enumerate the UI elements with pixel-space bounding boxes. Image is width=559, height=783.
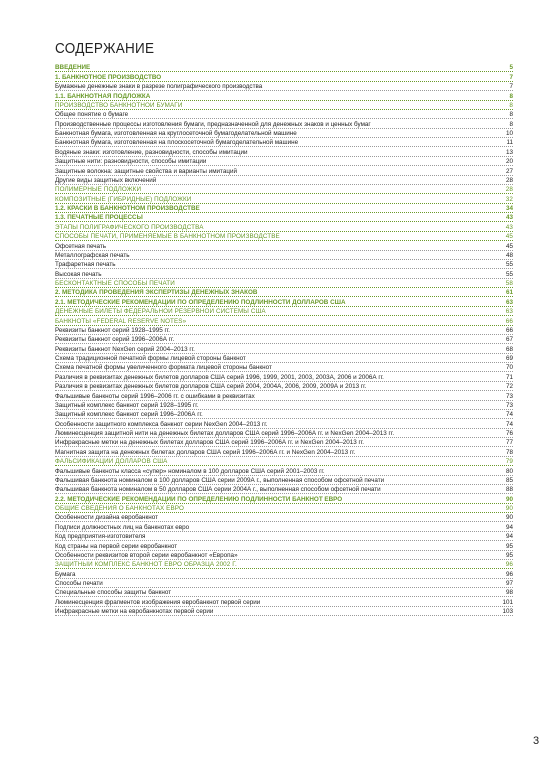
toc-entry-title: Банкнотная бумага, изготовленная на плоскосеточной бумагоделательной машине (55, 139, 299, 147)
toc-entry-page: 32 (505, 195, 513, 203)
toc-entry-title: ЗАЩИТНЫЙ КОМПЛЕКС БАНКНОТ ЕВРО ОБРАЗЦА 2002 Г. (55, 561, 237, 569)
page-number: 3 (533, 735, 540, 747)
toc-entry-page: 5 (509, 64, 513, 72)
toc-entry-page: 95 (505, 551, 513, 559)
table-of-contents (55, 63, 513, 616)
toc-entry[interactable] (55, 438, 513, 447)
toc-entry[interactable] (55, 363, 513, 372)
toc-entry-page: 28 (505, 176, 513, 184)
toc-entry-title: 2. МЕТОДИКА ПРОВЕДЕНИЯ ЭКСПЕРТИЗЫ ДЕНЕЖНЫХ ЗНАКОВ (55, 289, 258, 297)
toc-entry-title: Специальные способы защиты банкнот (55, 589, 172, 597)
toc-entry-title: 1.1. БАНКНОТНАЯ ПОДЛОЖКА (55, 92, 151, 100)
toc-entry-title: Различия в реквизитах денежных билетов долларов США серий 1996, 1999, 2001, 2003, 2003А, 2006 и 2006А гг. (55, 373, 384, 381)
toc-entry[interactable] (55, 457, 513, 466)
toc-entry[interactable] (55, 429, 513, 438)
toc-entry-page: 8 (509, 92, 513, 100)
toc-entry[interactable] (55, 91, 513, 100)
toc-entry[interactable] (55, 485, 513, 494)
toc-entry-page: 96 (505, 561, 513, 569)
toc-entry[interactable] (55, 504, 513, 513)
toc-entry-page: 66 (505, 326, 513, 334)
toc-entry-title: Фальшивые банкноты серий 1996–2006 гг. с ошибками в реквизитах (55, 392, 255, 400)
toc-entry[interactable] (55, 213, 513, 222)
toc-entry-title: Люминесценция фрагментов изображения евробанкнот первой серии (55, 598, 261, 606)
toc-entry-title: Общее понятие о бумаге (55, 111, 129, 119)
toc-entry-page: 70 (505, 364, 513, 372)
toc-entry-page: 61 (505, 289, 513, 297)
toc-entry-page: 66 (505, 317, 513, 325)
toc-entry[interactable] (55, 138, 513, 147)
toc-entry[interactable] (55, 607, 513, 616)
toc-entry-page: 76 (505, 430, 513, 437)
toc-entry[interactable] (55, 513, 513, 522)
toc-entry-title: 2.1. МЕТОДИЧЕСКИЕ РЕКОМЕНДАЦИИ ПО ОПРЕДЕЛЕНИЮ ПОДЛИННОСТИ ДОЛЛАРОВ США (55, 298, 346, 306)
toc-entry[interactable] (55, 241, 513, 250)
toc-entry-title: Трафаретная печать (55, 261, 116, 269)
toc-entry-page: 13 (505, 148, 513, 156)
toc-entry[interactable] (55, 157, 513, 166)
toc-entry-page: 7 (509, 73, 513, 81)
toc-entry[interactable] (55, 204, 513, 213)
toc-entry-title: БЕСКОНТАКТНЫЕ СПОСОБЫ ПЕЧАТИ (55, 280, 175, 287)
toc-entry-page: 69 (505, 355, 513, 362)
toc-entry[interactable] (55, 316, 513, 325)
toc-entry[interactable] (55, 251, 513, 260)
toc-entry-title: Защитный комплекс банкнот серий 1996–2006А гг. (55, 411, 203, 419)
toc-entry[interactable] (55, 382, 513, 391)
toc-entry-title: Защитный комплекс банкнот серий 1928–1995 гг. (55, 401, 199, 409)
toc-entry-title: ПОЛИМЕРНЫЕ ПОДЛОЖКИ (55, 186, 142, 194)
toc-entry-page: 103 (502, 608, 513, 616)
toc-entry-page: 74 (505, 411, 513, 419)
toc-entry-page: 8 (509, 111, 513, 119)
page-title: СОДЕРЖАНИЕ (55, 40, 155, 57)
toc-entry-title: 1. БАНКНОТНОЕ ПРОИЗВОДСТВО (55, 73, 162, 81)
toc-entry-page: 85 (505, 476, 513, 484)
toc-entry-page: 72 (505, 383, 513, 391)
toc-entry[interactable] (55, 551, 513, 560)
toc-entry-title: Код страны на первой серии евробанкнот (55, 542, 178, 550)
toc-entry[interactable] (55, 82, 513, 91)
toc-entry-page: 77 (505, 439, 513, 447)
toc-entry[interactable] (55, 335, 513, 344)
toc-entry-page: 95 (505, 542, 513, 550)
toc-entry[interactable] (55, 532, 513, 541)
toc-entry-title: Различия в реквизитах денежных билетов долларов США серий 2004, 2004А, 2006, 2009, 2009А и 2013 гг. (55, 383, 367, 391)
toc-entry-page: 8 (509, 101, 513, 109)
toc-entry-title: ДЕНЕЖНЫЕ БИЛЕТЫ ФЕДЕРАЛЬНОЙ РЕЗЕРВНОЙ СИСТЕМЫ США (55, 308, 266, 316)
toc-entry[interactable] (55, 391, 513, 400)
toc-entry-title: Инфракрасные метки на денежных билетах долларов США серий 1996–2006А гг. и NexGen 2004–2013 гг. (55, 439, 365, 447)
toc-entry[interactable] (55, 232, 513, 241)
toc-entry[interactable] (55, 194, 513, 203)
toc-entry-title: Реквизиты банкнот серий 1996–2006А гг. (55, 336, 175, 344)
toc-entry[interactable] (55, 222, 513, 231)
toc-entry-title: 1.3. ПЕЧАТНЫЕ ПРОЦЕССЫ (55, 214, 143, 222)
toc-entry-title: ПРОИЗВОДСТВО БАНКНОТНОЙ БУМАГИ (55, 101, 183, 109)
toc-entry[interactable] (55, 166, 513, 175)
toc-entry-page: 34 (505, 205, 513, 212)
toc-entry-page: 48 (505, 251, 513, 259)
toc-entry-page: 94 (505, 523, 513, 531)
toc-entry[interactable] (55, 176, 513, 185)
toc-entry[interactable] (55, 185, 513, 194)
toc-entry[interactable] (55, 579, 513, 588)
toc-entry-title: Бумажные денежные знаки в разрезе полиграфического производства (55, 83, 263, 91)
toc-entry-page: 98 (505, 589, 513, 597)
toc-entry[interactable] (55, 522, 513, 531)
toc-entry-page: 7 (509, 83, 513, 91)
toc-entry[interactable] (55, 269, 513, 278)
toc-entry-page: 67 (505, 336, 513, 344)
toc-entry-page: 20 (505, 158, 513, 166)
toc-entry-page: 68 (505, 345, 513, 353)
toc-entry[interactable] (55, 119, 513, 128)
toc-entry[interactable] (55, 288, 513, 297)
toc-entry[interactable] (55, 72, 513, 81)
toc-entry-page: 55 (505, 270, 513, 278)
toc-entry-title: БАНКНОТЫ «FEDERAL RESERVE NOTES» (55, 317, 187, 325)
toc-entry-title: 2.2. МЕТОДИЧЕСКИЕ РЕКОМЕНДАЦИИ ПО ОПРЕДЕЛЕНИЮ ПОДЛИННОСТИ БАНКНОТ ЕВРО (55, 495, 343, 503)
toc-entry[interactable] (55, 476, 513, 485)
toc-entry[interactable] (55, 63, 513, 72)
toc-entry-page: 28 (505, 186, 513, 194)
toc-entry-page: 101 (502, 598, 513, 606)
toc-entry-title: Фальшивые банкноты класса «супер» номиналом в 100 долларов США серий 2001–2003 гг. (55, 467, 325, 475)
toc-entry-page: 11 (506, 139, 513, 147)
toc-entry-title: Защитные волокна: защитные свойства и варианты имитаций (55, 167, 238, 175)
toc-entry[interactable] (55, 326, 513, 335)
toc-entry-title: Фальшивая банкнота номиналом в 50 долларов США серии 2004А г., выполненная способом офсетной печати (55, 486, 381, 494)
toc-entry[interactable] (55, 560, 513, 569)
toc-entry-page: 58 (505, 280, 513, 287)
toc-entry-title: Особенности защитного комплекса банкнот серии NexGen 2004–2013 гг. (55, 420, 268, 428)
toc-entry-page: 80 (505, 467, 513, 475)
toc-entry-title: Защитные нити: разновидности, способы имитации (55, 158, 207, 166)
toc-entry-title: Схема печатной формы увеличенного формата лицевой стороны банкнот (55, 364, 272, 372)
toc-entry-title: Высокая печать (55, 270, 102, 278)
toc-entry[interactable] (55, 260, 513, 269)
toc-entry-title: Инфракрасные метки на евробанкнотах первой серии (55, 608, 214, 616)
toc-entry-title: Производственные процессы изготовления бумаги, предназначенной для денежных знаков и ценных бумаг (55, 120, 371, 128)
toc-entry-title: ФАЛЬСИФИКАЦИИ ДОЛЛАРОВ США (55, 458, 168, 466)
toc-entry-title: СПОСОБЫ ПЕЧАТИ, ПРИМЕНЯЕМЫЕ В БАНКНОТНОМ ПРОИЗВОДСТВЕ (55, 233, 280, 241)
toc-entry-title: Люминесценция защитной нити на денежных билетах долларов США серий 1996–2006А гг. и NexGen 2004–2013 гг. (55, 430, 395, 437)
toc-entry-page: 73 (505, 392, 513, 400)
toc-entry-page: 90 (505, 505, 513, 512)
toc-entry-page: 79 (505, 458, 513, 466)
toc-entry[interactable] (55, 401, 513, 410)
toc-entry-page: 97 (505, 580, 513, 587)
toc-entry-page: 8 (509, 120, 513, 128)
toc-entry[interactable] (55, 307, 513, 316)
toc-entry-page: 71 (505, 373, 513, 381)
toc-entry-page: 45 (505, 233, 513, 241)
toc-entry-title: Водяные знаки: изготовление, разновидности, способы имитации (55, 148, 248, 156)
toc-entry-page: 94 (505, 533, 513, 541)
toc-entry[interactable] (55, 597, 513, 606)
toc-entry-page: 27 (505, 167, 513, 175)
toc-entry[interactable] (55, 279, 513, 288)
toc-entry-title: Особенности реквизитов второй серии евробанкнот «Европа» (55, 551, 238, 559)
toc-entry-title: Реквизиты банкнот NexGen серий 2004–2013 гг. (55, 345, 195, 353)
toc-entry-title: ЭТАПЫ ПОЛИГРАФИЧЕСКОГО ПРОИЗВОДСТВА (55, 223, 204, 231)
toc-entry[interactable] (55, 147, 513, 156)
toc-entry-page: 55 (505, 261, 513, 269)
toc-entry-title: Магнитная защита на денежных билетах долларов США серий 1996–2006А гг. и NexGen 2004–2013 гг. (55, 448, 356, 456)
toc-entry-page: 10 (505, 130, 513, 137)
toc-entry[interactable] (55, 447, 513, 456)
toc-entry[interactable] (55, 410, 513, 419)
toc-entry-title: Металлографская печать (55, 251, 130, 259)
toc-entry-page: 45 (505, 242, 513, 250)
toc-entry-page: 63 (505, 298, 513, 306)
toc-entry[interactable] (55, 466, 513, 475)
toc-entry-page: 96 (505, 570, 513, 578)
toc-entry-page: 90 (505, 514, 513, 522)
toc-entry-page: 74 (505, 420, 513, 428)
toc-entry[interactable] (55, 101, 513, 110)
toc-entry[interactable] (55, 129, 513, 138)
toc-entry-title: Способы печати (55, 580, 103, 587)
toc-entry-page: 73 (505, 401, 513, 409)
toc-entry-page: 78 (505, 448, 513, 456)
toc-entry-title: ОБЩИЕ СВЕДЕНИЯ О БАНКНОТАХ ЕВРО (55, 505, 184, 512)
toc-entry[interactable] (55, 588, 513, 597)
toc-entry-title: Схема традиционной печатной формы лицевой стороны банкнот (55, 355, 246, 362)
toc-entry-page: 43 (505, 214, 513, 222)
toc-entry-title: Подписи должностных лиц на банкнотах евро (55, 523, 190, 531)
toc-entry[interactable] (55, 541, 513, 550)
toc-entry-title: ВВЕДЕНИЕ (55, 64, 91, 72)
toc-entry-title: Реквизиты банкнот серий 1928–1995 гг. (55, 326, 171, 334)
toc-entry[interactable] (55, 494, 513, 503)
toc-entry[interactable] (55, 419, 513, 428)
toc-entry-page: 90 (505, 495, 513, 503)
toc-entry-page: 88 (505, 486, 513, 494)
toc-entry[interactable] (55, 297, 513, 306)
toc-entry[interactable] (55, 344, 513, 353)
toc-entry-title: Офсетная печать (55, 242, 107, 250)
toc-entry-title: Особенности дизайна евробанкнот (55, 514, 159, 522)
toc-entry[interactable] (55, 372, 513, 381)
toc-entry-title: 1.2. КРАСКИ В БАНКНОТНОМ ПРОИЗВОДСТВЕ (55, 205, 200, 212)
toc-entry-title: Банкнотная бумага, изготовленная на круглосеточной бумагоделательной машине (55, 130, 297, 137)
toc-entry-page: 43 (505, 223, 513, 231)
toc-entry-title: Другие виды защитных включений (55, 176, 157, 184)
toc-entry-page: 63 (505, 308, 513, 316)
toc-entry-title: Фальшивая банкнота номиналом в 100 долларов США серии 2009А г., выполненная способом офсетной печати (55, 476, 385, 484)
toc-entry[interactable] (55, 110, 513, 119)
toc-entry-title: Бумага (55, 570, 76, 578)
toc-entry[interactable] (55, 569, 513, 578)
toc-entry[interactable] (55, 354, 513, 363)
toc-entry-title: КОМПОЗИТНЫЕ (ГИБРИДНЫЕ) ПОДЛОЖКИ (55, 195, 192, 203)
toc-entry-title: Код предприятия-изготовителя (55, 533, 146, 541)
